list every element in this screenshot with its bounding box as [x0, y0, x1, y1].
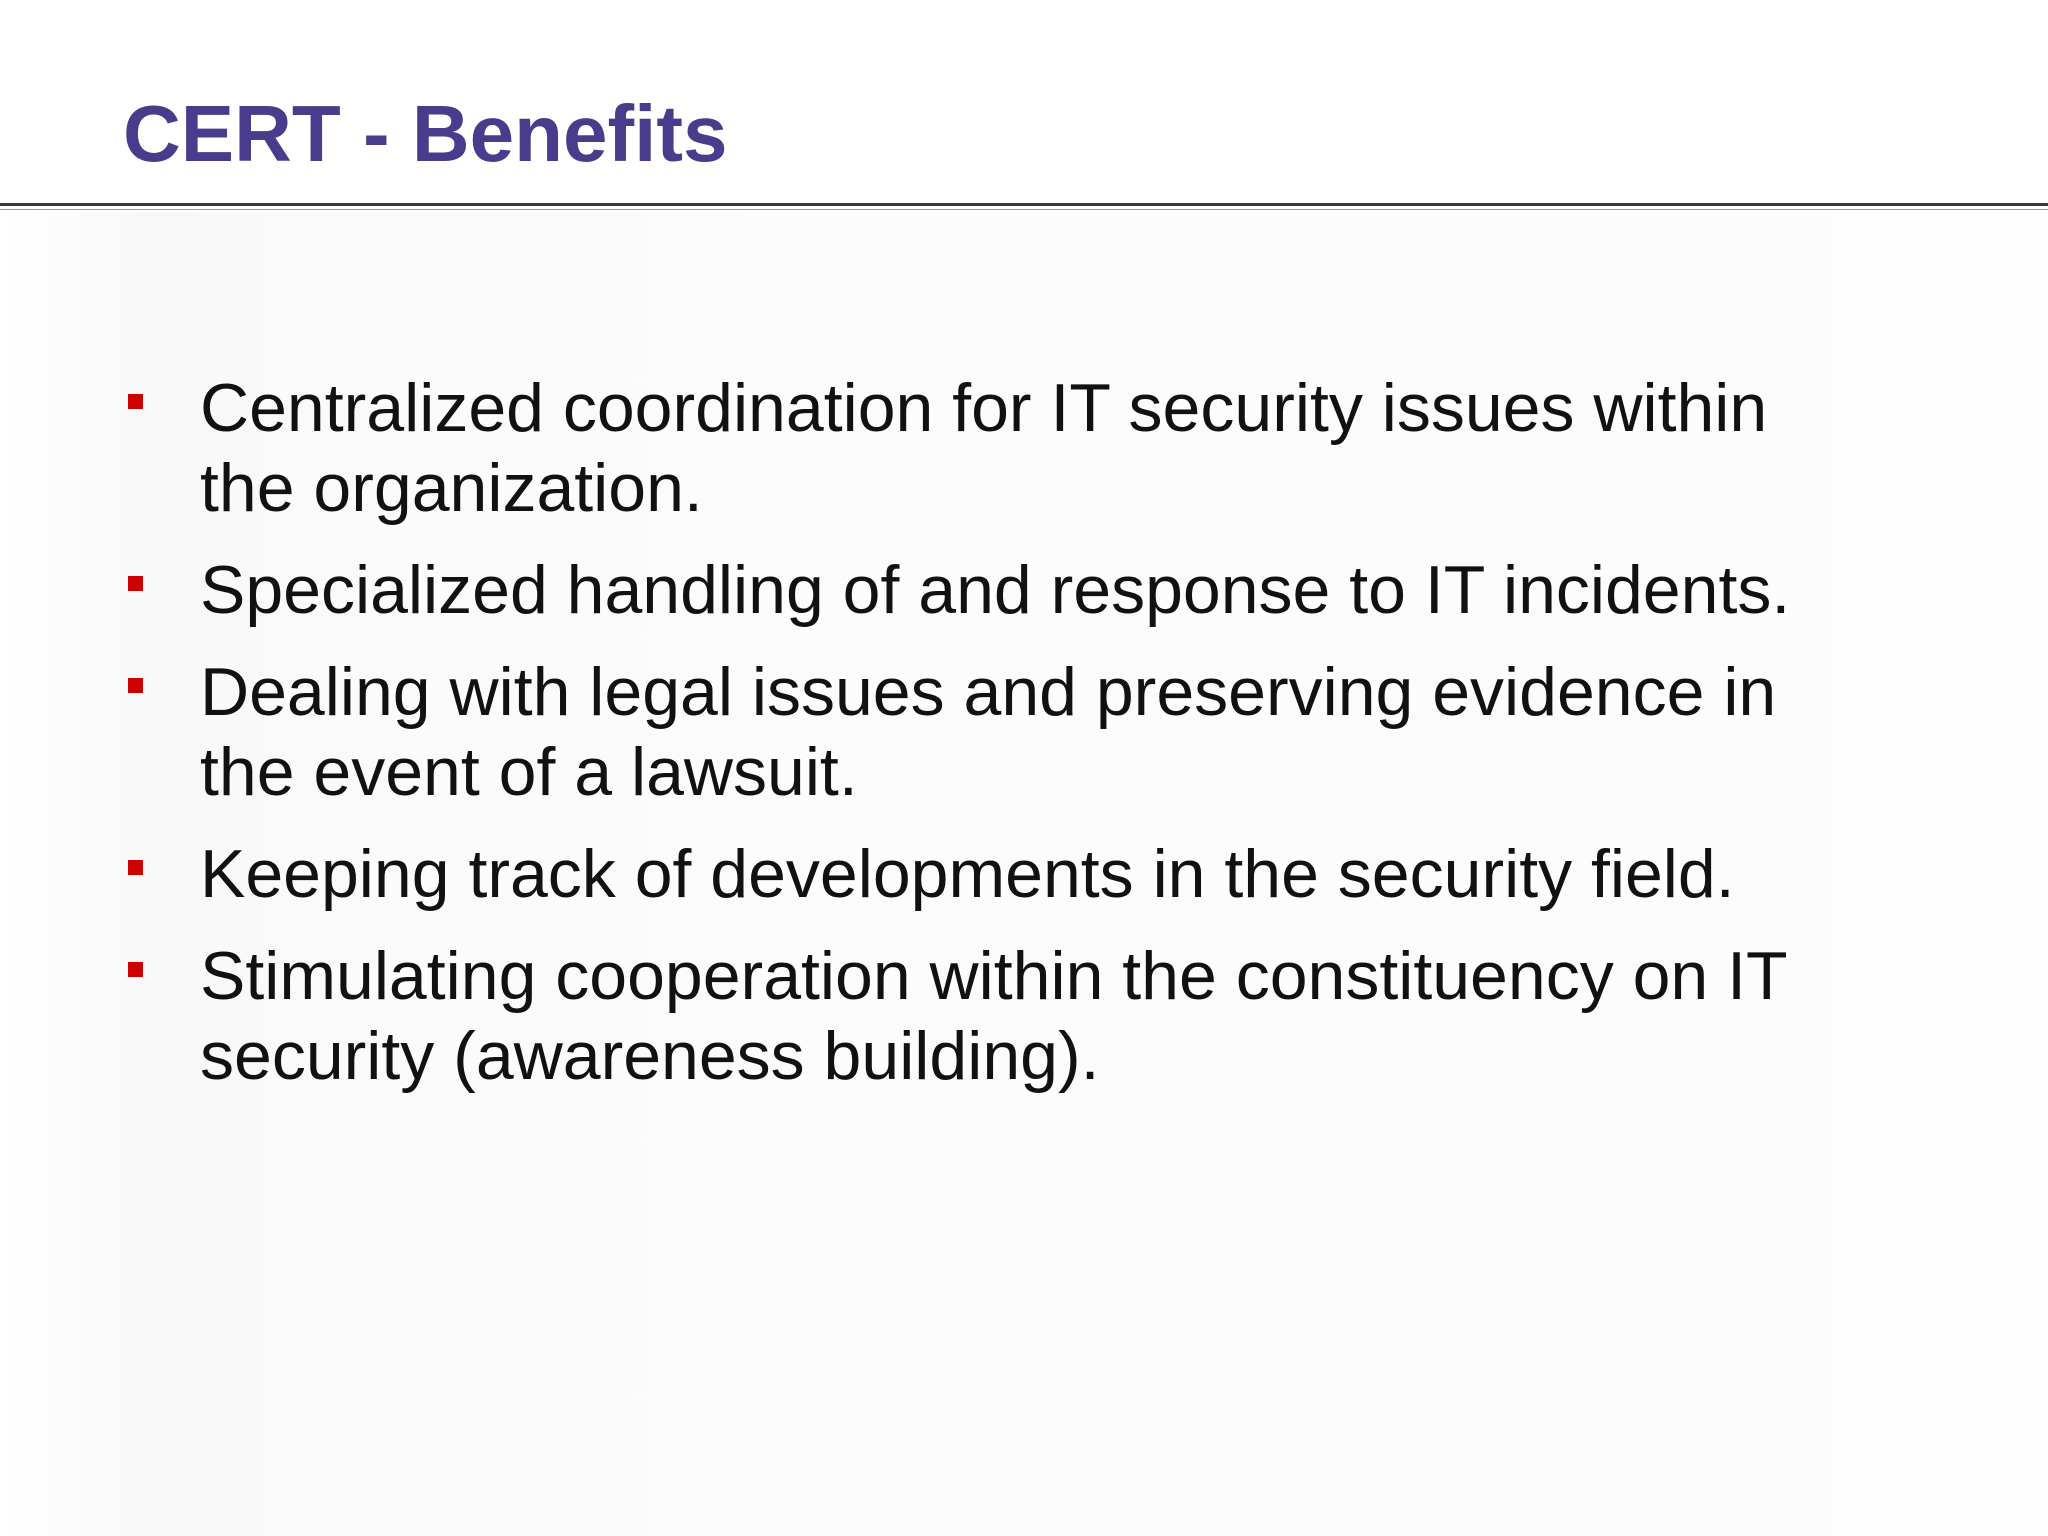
- bullet-line: Stimulating cooperation within the constituency on IT: [200, 938, 1788, 1014]
- title-divider: [0, 203, 2048, 206]
- bullet-line: Specialized handling of and response to IT incidents.: [200, 552, 1791, 628]
- bullet-text: [200, 936, 1900, 1096]
- square-bullet-icon: [128, 860, 143, 875]
- bullet-line: Keeping track of developments in the security field.: [200, 836, 1735, 912]
- bullet-text: [200, 368, 1900, 528]
- bullet-item: [0, 834, 2048, 914]
- bullet-item: [0, 652, 2048, 812]
- slide-title: CERT - Benefits: [123, 89, 728, 178]
- bullet-line: Centralized coordination for IT security issues within: [200, 370, 1768, 446]
- bullet-line: Dealing with legal issues and preserving evidence in: [200, 654, 1777, 730]
- bullet-item: [0, 550, 2048, 630]
- bullet-item: [0, 368, 2048, 528]
- square-bullet-icon: [128, 962, 143, 977]
- bullet-line: the event of a lawsuit.: [200, 734, 858, 810]
- title-bar: [0, 0, 2048, 204]
- bullet-text: [200, 834, 1900, 914]
- bullet-text: [200, 652, 1900, 812]
- square-bullet-icon: [128, 678, 143, 693]
- square-bullet-icon: [128, 394, 143, 409]
- bullet-line: the organization.: [200, 450, 703, 526]
- bullet-list: [0, 368, 2048, 1118]
- bullet-text: [200, 550, 1900, 630]
- bullet-item: [0, 936, 2048, 1096]
- square-bullet-icon: [128, 576, 143, 591]
- title-divider-shadow: [0, 209, 2048, 210]
- bullet-line: security (awareness building).: [200, 1018, 1100, 1094]
